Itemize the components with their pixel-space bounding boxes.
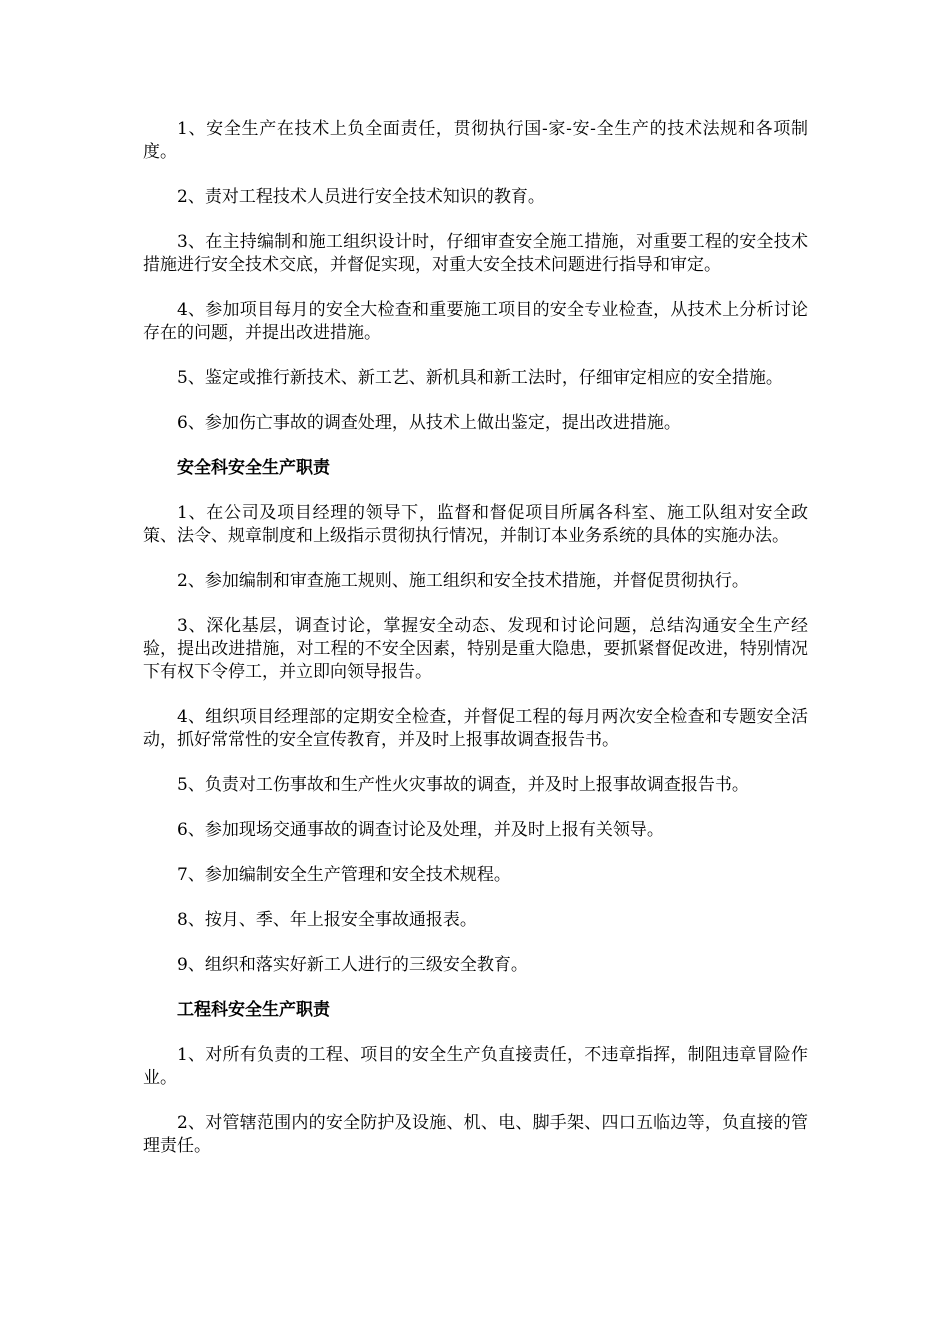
paragraph-item-6: 6、参加现场交通事故的调查讨论及处理，并及时上报有关领导。 <box>177 820 664 840</box>
paragraph-item-1: 1、在公司及项目经理的领导下，监督和督促项目所属各科室、施工队组对安全政策、法令、规章制度和上级指示贯彻执行情况，并制订本业务系统的具体的实施办法。 <box>143 503 808 546</box>
paragraph-item-2: 2、对管辖范围内的安全防护及设施、机、电、脚手架、四口五临边等，负直接的管理责任。 <box>143 1113 808 1156</box>
section-heading-engineering-dept: 工程科安全生产职责 <box>177 1000 330 1020</box>
section-heading-safety-dept: 安全科安全生产职责 <box>177 458 330 478</box>
paragraph-item-3: 3、深化基层，调查讨论，掌握安全动态、发现和讨论问题，总结沟通安全生产经验，提出改进措施，对工程的不安全因素，特别是重大隐患，要抓紧督促改进，特别情况下有权下令停工，并立即向领导报告。 <box>143 616 808 682</box>
paragraph-item-9: 9、组织和落实好新工人进行的三级安全教育。 <box>177 955 528 975</box>
paragraph-item-7: 7、参加编制安全生产管理和安全技术规程。 <box>177 865 511 885</box>
paragraph-item-1: 1、对所有负责的工程、项目的安全生产负直接责任，不违章指挥，制阻违章冒险作业。 <box>143 1045 808 1088</box>
paragraph-item-2: 2、责对工程技术人员进行安全技术知识的教育。 <box>177 187 545 207</box>
paragraph-item-1: 1、安全生产在技术上负全面责任，贯彻执行国-家-安-全生产的技术法规和各项制度。 <box>143 119 808 162</box>
paragraph-item-5: 5、鉴定或推行新技术、新工艺、新机具和新工法时，仔细审定相应的安全措施。 <box>177 368 783 388</box>
paragraph-item-5: 5、负责对工伤事故和生产性火灾事故的调查，并及时上报事故调查报告书。 <box>177 775 749 795</box>
paragraph-item-8: 8、按月、季、年上报安全事故通报表。 <box>177 910 477 930</box>
document-page <box>143 118 808 1180</box>
paragraph-item-4: 4、参加项目每月的安全大检查和重要施工项目的安全专业检查，从技术上分析讨论存在的问题，并提出改进措施。 <box>143 300 808 343</box>
paragraph-item-2: 2、参加编制和审查施工规则、施工组织和安全技术措施，并督促贯彻执行。 <box>177 571 749 591</box>
paragraph-item-3: 3、在主持编制和施工组织设计时，仔细审查安全施工措施，对重要工程的安全技术措施进行安全技术交底，并督促实现，对重大安全技术问题进行指导和审定。 <box>143 232 808 275</box>
paragraph-item-4: 4、组织项目经理部的定期安全检查，并督促工程的每月两次安全检查和专题安全活动，抓好常常性的安全宣传教育，并及时上报事故调查报告书。 <box>143 707 808 750</box>
paragraph-item-6: 6、参加伤亡事故的调查处理，从技术上做出鉴定，提出改进措施。 <box>177 413 681 433</box>
